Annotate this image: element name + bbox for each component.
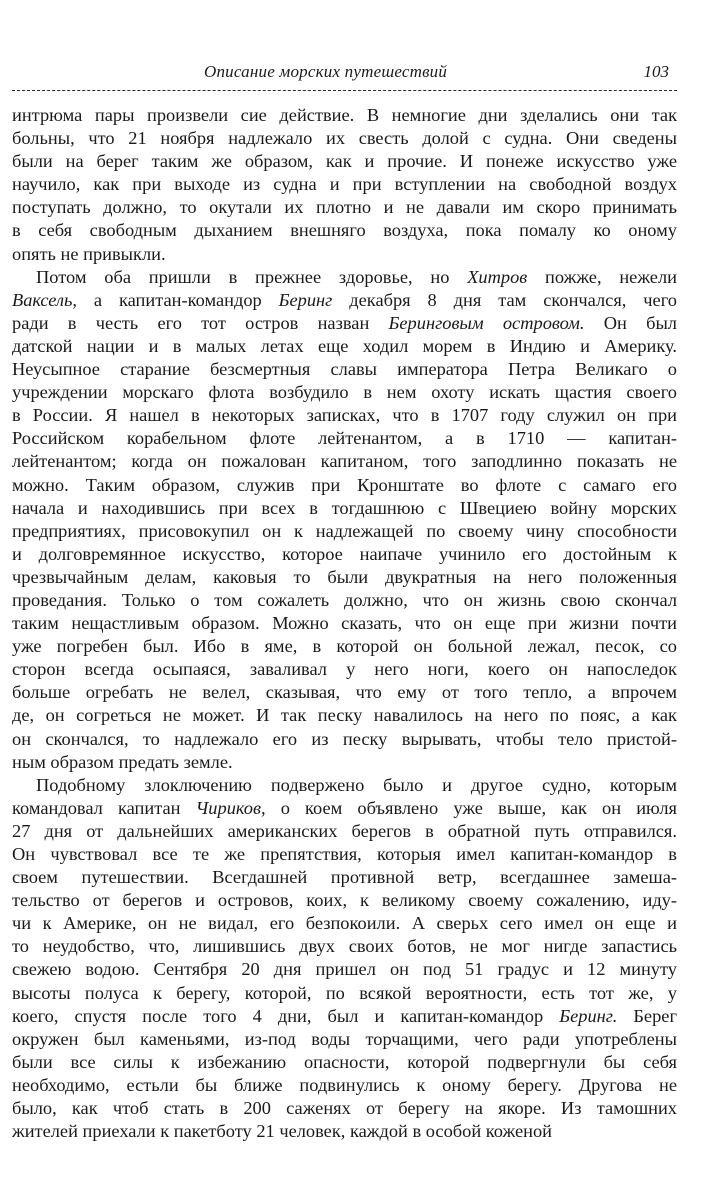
text-segment: учреждении морскаго флота возбудило в нем охоту искать щастия своего [12,382,677,403]
text-segment: можно. Таким образом, служив при Кронштате во флоте с самаго его [12,474,677,495]
page-number: 103 [643,62,669,81]
text-line [12,243,677,266]
text-segment: Он был [584,312,677,333]
text-segment: необходимо, естьли бы ближе подвинулись к оному берегу. Другова не [12,1074,677,1095]
text-line [12,612,677,635]
text-line [12,312,677,335]
text-segment: коего, спустя после того 4 дни, был и капитан-командор [12,1005,560,1026]
text-segment: предприятиях, присовокупил он к надлежащей по своему чину способности [12,520,677,541]
text-segment: высоты полуса к берегу, которой, по всякой вероятности, есть тот же, у [12,982,677,1003]
text-segment: было, как чтоб стать в 200 саженях от берегу на якоре. Из тамошних [12,1098,677,1119]
italic-name: Чириков [195,797,261,818]
text-segment: чрезвычайным делам, каковыя то были двукратныя на него положенныя [12,566,677,587]
text-segment: больны, что 21 ноября надлежало их свесть долой с судна. Они сведены [12,128,677,149]
text-line [12,1120,677,1143]
running-header [12,58,677,88]
italic-name: Хитров [467,266,528,287]
running-title: Описание морских путешествий [204,62,448,81]
text-line [12,912,677,935]
text-line [12,566,677,589]
text-segment: уже погребен был. Ибо в яме, в которой он больной лежал, песок, со [12,636,677,657]
text-segment: де, он согреться не может. И так песку навалилось на него по пояс, а как [12,705,677,726]
text-segment: в себя свободным дыханием внешняго воздуха, пока помалу ко оному [12,220,677,241]
text-line [12,681,677,704]
text-line [12,427,677,450]
text-segment: опять не привыкли. [12,243,166,264]
text-segment: были все силы к избежанию опасности, которой подвергнули бы себя [12,1051,677,1072]
text-segment: он скончался, то надлежало его из песку вырывать, чтобы тело пристой- [12,728,677,749]
text-line [12,958,677,981]
text-line [12,173,677,196]
text-segment: а капитан-командор [76,289,279,310]
text-segment: Берег [617,1005,677,1026]
italic-name: Ваксель, [12,289,77,310]
text-segment: , о коем объявлено уже выше, как он июля [260,797,677,818]
text-line [12,196,677,219]
text-line [12,335,677,358]
text-segment: были на берег таким же образом, как и прочие. И понеже искусство уже [12,151,677,172]
text-segment: проведания. Только о том сожалеть должно, что он жизнь свою скончал [12,589,677,610]
text-segment: сторон всегда осыпаяся, заваливал у него ноги, коего он напоследок [12,659,677,680]
text-segment: ради в честь его тот остров назван [12,312,389,333]
text-line [12,358,677,381]
text-segment: ным образом предать земле. [12,751,233,772]
text-segment: интрюма пары произвели сие действие. В немногие дни зделались они так [12,105,677,125]
text-line [12,1028,677,1051]
text-segment: своем путешествии. Всегдашней противной ветр, всегдашнее замеша- [12,867,677,888]
text-segment: больше огребать не велел, сказывая, что ему от того тепло, а впрочем [12,682,677,703]
text-line [12,935,677,958]
text-line [12,889,677,912]
italic-name: Беринг. [559,1005,618,1026]
text-segment: лейтенантом; когда он пожалован капитаном, того заподлинно показать не [12,451,677,472]
italic-name: Беринг [278,289,333,310]
text-line [12,658,677,681]
text-line [12,127,677,150]
text-segment: окружен был каменьями, из-под воды торчащими, чего ради употреблены [12,1028,677,1049]
text-line [12,266,677,289]
text-line [12,1074,677,1097]
text-segment: Он чувствовал все те же препятствия, которыя имел капитан-командор в [12,844,677,864]
text-line [12,104,677,127]
text-segment: начала и находившись при всех в тогдашнюю с Швециею войну морских [12,497,677,518]
text-segment: Подобному злоключению подвержено было и другое судно, которым [36,774,677,795]
header-rule [12,90,677,91]
text-segment: то неудобство, что, лишившись двух своих ботов, не мог нигде запастись [12,936,677,957]
text-line [12,866,677,889]
body-text [12,104,677,1143]
text-segment: и долговремянное искусство, которое наипаче учинило его достойным к [12,543,677,564]
text-line [12,404,677,427]
text-line [12,843,677,866]
text-segment: датской нации и в малых летах еще ходил морем в Индию и Америку. [12,335,677,356]
text-line [12,704,677,727]
text-line [12,635,677,658]
text-line [12,1097,677,1120]
text-line [12,728,677,751]
text-segment: Неусыпное старание безсмертныя славы императора Петра Великаго о [12,359,677,380]
text-segment: Российском корабельном флоте лейтенантом, а в 1710 — капитан- [12,428,677,449]
text-segment: жителей приехали к пакетботу 21 человек, каждой в особой коженой [12,1121,553,1142]
text-segment: свежею водою. Сентября 20 дня пришел он под 51 градус и 12 минуту [12,959,677,980]
italic-name: Беринговым островом. [388,312,585,333]
text-line [12,820,677,843]
text-line [12,150,677,173]
text-line [12,1005,677,1028]
text-segment: тельство от берегов и островов, коих, к великому своему сожалению, иду- [12,890,677,911]
text-line [12,543,677,566]
text-line [12,219,677,242]
text-line [12,774,677,797]
text-line [12,982,677,1005]
text-segment: чи к Америке, он не видал, его безпокоили. А сверьх сего имел он еще и [12,913,677,934]
text-line [12,751,677,774]
text-line [12,1051,677,1074]
text-segment: таким нещастливым образом. Можно сказать, что он еще при жизни почти [12,613,677,634]
text-segment: 27 дня от дальнейших американских берегов в обратной путь отправился. [12,820,677,841]
text-line [12,474,677,497]
text-line [12,289,677,312]
text-line [12,381,677,404]
text-line [12,797,677,820]
text-line [12,520,677,543]
text-line [12,497,677,520]
text-segment: Потом оба пришли в прежнее здоровье, но [36,266,468,287]
text-segment: пожже, нежели [527,266,677,287]
text-segment: декабря 8 дня там скончался, чего [332,289,677,310]
text-segment: командовал капитан [12,797,196,818]
text-segment: в России. Я нашел в некоторых записках, что в 1707 году служил он при [12,405,677,426]
text-line [12,450,677,473]
text-segment: научило, как при выходе из судна и при вступлении на свободной воздух [12,174,677,195]
text-line [12,589,677,612]
text-segment: поступать должно, то окутали их плотно и не давали им скоро принимать [12,197,677,218]
